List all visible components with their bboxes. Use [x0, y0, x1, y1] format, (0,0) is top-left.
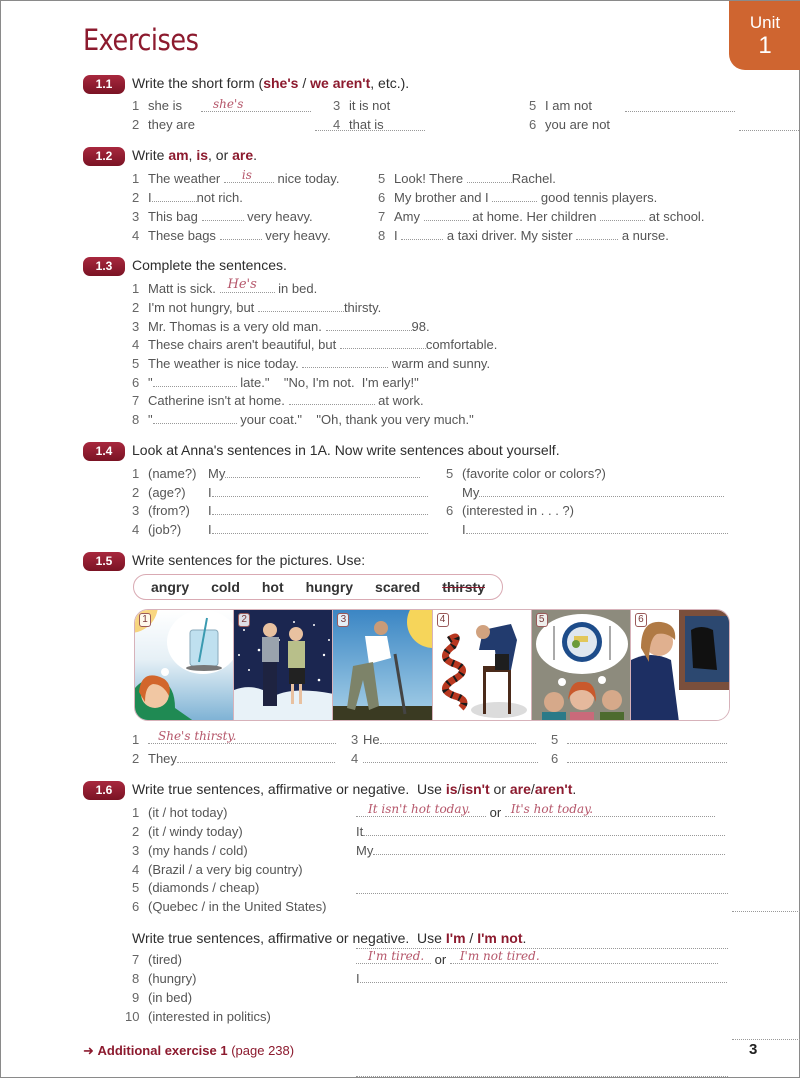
- line-start: I: [208, 485, 212, 500]
- instruction-text: , etc.).: [370, 75, 410, 91]
- instruction-bold: aren't: [534, 781, 573, 797]
- ex-1-4-item-6: [446, 503, 574, 518]
- item-prompt: (interested in politics): [148, 1009, 271, 1024]
- exercise-1-6-part2-instruction: [132, 930, 526, 946]
- answer-line[interactable]: [152, 191, 197, 202]
- unit-number: 1: [758, 32, 772, 59]
- page-title: Exercises: [83, 23, 199, 57]
- ex-1-3-item-3: [132, 319, 430, 334]
- item-number: 3: [351, 732, 359, 747]
- answer-line[interactable]: [600, 210, 645, 221]
- item-number: 1: [132, 98, 140, 113]
- answer-line[interactable]: [576, 229, 618, 240]
- item-number: 4: [333, 117, 341, 132]
- picture-1-thirsty-woman: [135, 610, 234, 720]
- instruction-text: Write: [132, 147, 169, 163]
- instruction-text: .: [572, 781, 577, 797]
- item-prompt: (favorite color or colors?): [462, 466, 606, 481]
- exercise-badge-1-6: 1.6: [83, 781, 125, 800]
- answer-line[interactable]: [739, 120, 800, 131]
- ex-1-4-line-2: [208, 485, 428, 500]
- item-number: 6: [132, 899, 140, 914]
- answer-text: she's: [213, 97, 244, 111]
- item-number: 2: [132, 117, 140, 132]
- item-number: 4: [132, 522, 140, 537]
- answer-line[interactable]: [225, 467, 420, 478]
- item-number: 3: [132, 843, 140, 858]
- ex-1-4-line-4: [208, 522, 428, 537]
- answer-line[interactable]: [363, 825, 725, 836]
- item-text: Catherine isn't at home.: [148, 393, 285, 408]
- answer-line[interactable]: [177, 752, 335, 763]
- link-label: Additional exercise 1: [97, 1043, 228, 1058]
- ex-1-4-line-6: [462, 522, 728, 537]
- exercise-1-2-instruction: [132, 147, 257, 163]
- instruction-text: Write true sentences, affirmative or negative. Use: [132, 930, 446, 946]
- ex-1-4-line-3: [208, 503, 428, 518]
- item-prompt: (from?): [148, 503, 190, 518]
- item-number: 6: [529, 117, 537, 132]
- answer-line[interactable]: [356, 883, 728, 894]
- item-number: 9: [132, 990, 140, 1005]
- ex-1-6-item-6: [132, 899, 326, 914]
- item-prompt: (name?): [148, 466, 197, 481]
- answer-line[interactable]: [380, 733, 536, 744]
- item-prompt: (age?): [148, 485, 186, 500]
- exercise-badge-1-4: 1.4: [83, 442, 125, 461]
- instruction-bold: are: [232, 147, 254, 163]
- picture-number: 5: [536, 613, 548, 627]
- instruction-bold: is: [445, 781, 458, 797]
- item-prompt: (hungry): [148, 971, 197, 986]
- item-prompt: (job?): [148, 522, 182, 537]
- ex-1-3-item-5: [132, 356, 490, 371]
- item-text: you are not: [545, 117, 611, 132]
- answer-line[interactable]: [148, 729, 336, 744]
- ex-1-6-item-8: [132, 971, 196, 986]
- item-text: Mr. Thomas is a very old man.: [148, 319, 322, 334]
- ex-1-6-item-4: [132, 862, 303, 877]
- answer-line[interactable]: [363, 752, 538, 763]
- picture-5-hungry-kids: [532, 610, 631, 720]
- cold-people-illustration: [234, 610, 333, 720]
- picture-4-scared-man-snake: [433, 610, 532, 720]
- item-text: My brother and I: [394, 190, 489, 205]
- item-number: 2: [132, 751, 140, 766]
- line-start: My: [462, 485, 480, 500]
- item-text: a taxi driver. My sister: [446, 228, 573, 243]
- ex-1-6-item-9: [132, 990, 192, 1005]
- exercise-badge-1-2: 1.2: [83, 147, 125, 166]
- ex-1-6-item-7: [132, 952, 182, 967]
- answer-line[interactable]: [492, 191, 537, 202]
- answer-line[interactable]: [340, 338, 426, 349]
- unit-label: Unit: [749, 13, 781, 32]
- answer-line[interactable]: [567, 733, 727, 744]
- answer-line[interactable]: [625, 101, 735, 112]
- instruction-bold: I'm: [445, 930, 466, 946]
- item-number: 6: [446, 503, 454, 518]
- picture-number: 4: [437, 613, 449, 627]
- item-prompt: (Quebec / in the United States): [148, 899, 327, 914]
- instruction-bold: I'm not: [477, 930, 523, 946]
- instruction-text: ,: [188, 147, 197, 163]
- ex-1-2-item-5: [378, 171, 556, 186]
- or-label: or: [489, 805, 502, 820]
- item-text: thirsty.: [343, 300, 382, 315]
- item-text: ": [148, 412, 153, 427]
- answer-text: He's: [227, 277, 257, 292]
- answer-text: It's hot today.: [510, 802, 594, 816]
- item-text: at home. Her children: [472, 209, 597, 224]
- ex-1-4-item-5: [446, 466, 606, 481]
- item-number: 5: [132, 356, 140, 371]
- instruction-bold: are: [509, 781, 531, 797]
- word-hot: hot: [261, 579, 284, 595]
- line-start: It: [356, 824, 364, 839]
- item-text: comfortable.: [425, 337, 498, 352]
- item-number: 3: [132, 503, 140, 518]
- ex-1-2-item-4: [132, 228, 331, 243]
- item-number: 7: [132, 952, 140, 967]
- answer-line[interactable]: [732, 901, 800, 912]
- instruction-text: .: [253, 147, 258, 163]
- ex-1-3-item-8: [132, 412, 474, 427]
- line-start: I: [208, 522, 212, 537]
- answer-line[interactable]: [224, 168, 274, 183]
- item-text: not rich.: [196, 190, 243, 205]
- answer-line[interactable]: [153, 376, 237, 387]
- exercise-badge-1-5: 1.5: [83, 552, 125, 571]
- answer-text: She's thirsty.: [158, 729, 237, 743]
- word-hungry: hungry: [305, 579, 354, 595]
- item-number: 2: [132, 485, 140, 500]
- ex-1-4-line-1: [208, 466, 420, 481]
- exercise-1-6-instruction: [132, 781, 576, 797]
- answer-line[interactable]: [356, 802, 486, 817]
- item-number: 7: [378, 209, 386, 224]
- exercise-1-3-instruction: Complete the sentences.: [132, 257, 287, 273]
- picture-3-hot-man: [333, 610, 432, 720]
- ex-1-2-item-2: [132, 190, 243, 205]
- ex-1-4-item-1: [132, 466, 196, 481]
- item-text: These chairs aren't beautiful, but: [148, 337, 337, 352]
- ex-1-4-item-3: [132, 503, 190, 518]
- answer-line[interactable]: [153, 413, 237, 424]
- exercise-1-1-instruction: [132, 75, 409, 91]
- item-text: nice today.: [277, 171, 340, 186]
- picture-number: 6: [635, 613, 647, 627]
- item-prompt: (interested in . . . ?): [462, 503, 574, 518]
- item-number: 5: [551, 732, 559, 747]
- item-prompt: (in bed): [148, 990, 193, 1005]
- line-start: He: [363, 732, 380, 747]
- word-cold: cold: [211, 579, 240, 595]
- item-text: very heavy.: [247, 209, 313, 224]
- ex-1-6-item-10: [125, 1009, 271, 1024]
- item-text: very heavy.: [265, 228, 331, 243]
- item-prompt: (tired): [148, 952, 182, 967]
- hot-man-illustration: [333, 610, 432, 720]
- instruction-text: /: [465, 930, 478, 946]
- word-box: [133, 574, 503, 600]
- instruction-bold: is: [196, 147, 209, 163]
- item-text: a nurse.: [621, 228, 669, 243]
- answer-line[interactable]: [326, 320, 412, 331]
- item-text: they are: [148, 117, 195, 132]
- item-text: 98.: [411, 319, 430, 334]
- instruction-text: .: [522, 930, 527, 946]
- answer-text: It isn't hot today.: [368, 802, 471, 816]
- ex-1-5-answer-1: [132, 729, 336, 747]
- item-text: late." "No, I'm not. I'm early!": [240, 375, 419, 390]
- line-start: I: [208, 503, 212, 518]
- item-text: your coat." "Oh, thank you very much.": [240, 412, 474, 427]
- item-text: ": [148, 375, 153, 390]
- instruction-text: Write the short form (: [132, 75, 264, 91]
- ex-1-4-line-5: [462, 485, 724, 500]
- item-text: The weather is nice today.: [148, 356, 299, 371]
- item-prompt: (it / windy today): [148, 824, 243, 839]
- item-prompt: (my hands / cold): [148, 843, 248, 858]
- exercise-badge-1-3: 1.3: [83, 257, 125, 276]
- ex-1-3-item-6: [132, 375, 419, 390]
- ex-1-3-item-7: [132, 393, 424, 408]
- picture-2-cold-people: [234, 610, 333, 720]
- ex-1-6-item-2: [132, 824, 243, 839]
- item-number: 8: [132, 412, 140, 427]
- ex-1-6-item-1: [132, 805, 227, 820]
- ex-1-6-line-2: [356, 824, 725, 839]
- instruction-text: /: [530, 781, 535, 797]
- answer-line[interactable]: [356, 1066, 728, 1077]
- item-number: 4: [351, 751, 359, 766]
- item-number: 3: [132, 209, 140, 224]
- answer-line[interactable]: [289, 394, 375, 405]
- ex-1-6-item-5: [132, 880, 259, 895]
- ex-1-6-line-1: [356, 802, 715, 820]
- item-number: 1: [132, 171, 140, 186]
- ex-1-5-answer-5: [551, 732, 727, 747]
- item-number: 5: [446, 466, 454, 481]
- or-label: or: [434, 952, 447, 967]
- item-number: 6: [378, 190, 386, 205]
- ex-1-2-item-3: [132, 209, 313, 224]
- picture-strip: [134, 609, 730, 721]
- item-text: I: [148, 190, 152, 205]
- ex-1-1-item-6: [529, 117, 610, 132]
- item-number: 2: [132, 190, 140, 205]
- answer-line[interactable]: [220, 229, 262, 240]
- item-number: 5: [132, 880, 140, 895]
- picture-number: 3: [337, 613, 349, 627]
- exercise-1-5-instruction: Write sentences for the pictures. Use:: [132, 552, 366, 568]
- answer-line[interactable]: [212, 523, 428, 534]
- word-angry: angry: [150, 579, 190, 595]
- ex-1-5-answer-3: [351, 732, 536, 747]
- page-number: 3: [749, 1041, 758, 1058]
- ex-1-1-item-1: [132, 98, 182, 113]
- ex-1-2-item-7: [378, 209, 704, 224]
- line-start: My: [208, 466, 226, 481]
- ex-1-1-item-4: [333, 117, 384, 132]
- item-number: 6: [132, 375, 140, 390]
- picture-number: 2: [238, 613, 250, 627]
- item-text: The weather: [148, 171, 221, 186]
- answer-line[interactable]: [450, 949, 718, 964]
- line-start: I: [462, 522, 466, 537]
- ex-1-3-item-1: [132, 277, 318, 296]
- answer-line[interactable]: [373, 844, 725, 855]
- arrow-right-icon: ➜: [83, 1043, 94, 1058]
- instruction-text: /: [298, 75, 311, 91]
- instruction-text: Write true sentences, affirmative or negative. Use: [132, 781, 446, 797]
- answer-text: I'm tired.: [368, 949, 425, 963]
- answer-line[interactable]: [302, 357, 388, 368]
- answer-line[interactable]: [732, 1029, 800, 1040]
- ex-1-4-item-2: [132, 485, 186, 500]
- answer-line[interactable]: [466, 523, 728, 534]
- item-number: 8: [378, 228, 386, 243]
- item-text: Amy: [394, 209, 420, 224]
- picture-6-angry-woman: [631, 610, 729, 720]
- ex-1-3-item-2: [132, 300, 381, 315]
- item-text: I'm not hungry, but: [148, 300, 255, 315]
- item-number: 4: [132, 337, 140, 352]
- item-text: Rachel.: [511, 171, 556, 186]
- answer-line[interactable]: [356, 949, 431, 964]
- answer-line[interactable]: [212, 504, 428, 515]
- ex-1-1-item-2: [132, 117, 195, 132]
- item-number: 1: [132, 805, 140, 820]
- link-page: (page 238): [231, 1043, 295, 1058]
- word-thirsty-struck: thirsty: [442, 579, 485, 595]
- item-text: at school.: [648, 209, 705, 224]
- item-text: good tennis players.: [540, 190, 658, 205]
- ex-1-1-item-5: [529, 98, 592, 113]
- exercise-badge-1-1: 1.1: [83, 75, 125, 94]
- item-number: 1: [132, 732, 140, 747]
- answer-line[interactable]: [467, 172, 512, 183]
- item-prompt: (it / hot today): [148, 805, 228, 820]
- answer-text: is: [241, 168, 252, 182]
- item-number: 5: [378, 171, 386, 186]
- item-number: 7: [132, 393, 140, 408]
- item-number: 3: [333, 98, 341, 113]
- item-text: in bed.: [278, 281, 318, 296]
- exercise-1-4-instruction: Look at Anna's sentences in 1A. Now write sentences about yourself.: [132, 442, 560, 458]
- answer-text: I'm not tired.: [459, 949, 540, 963]
- item-text: I am not: [545, 98, 592, 113]
- item-text: it is not: [349, 98, 391, 113]
- item-text: I: [394, 228, 398, 243]
- answer-line[interactable]: [424, 210, 469, 221]
- ex-1-6-item-3: [132, 843, 248, 858]
- ex-1-5-answer-2: [132, 751, 335, 766]
- instruction-bold: am: [168, 147, 189, 163]
- item-text: Matt is sick.: [148, 281, 216, 296]
- answer-line[interactable]: [479, 486, 724, 497]
- item-number: 4: [132, 228, 140, 243]
- item-text: at work.: [378, 393, 424, 408]
- line-start: I: [356, 971, 360, 986]
- item-text: warm and sunny.: [392, 356, 491, 371]
- answer-line[interactable]: [201, 97, 311, 112]
- instruction-bold: we aren't: [310, 75, 371, 91]
- line-start: My: [356, 843, 374, 858]
- answer-line[interactable]: [360, 972, 727, 983]
- item-prompt: (diamonds / cheap): [148, 880, 260, 895]
- word-scared: scared: [375, 579, 421, 595]
- item-number: 6: [551, 751, 559, 766]
- ex-1-2-item-6: [378, 190, 657, 205]
- item-text: This bag: [148, 209, 198, 224]
- ex-1-2-item-1: [132, 168, 340, 186]
- item-number: 3: [132, 319, 140, 334]
- instruction-text: or: [489, 781, 510, 797]
- instruction-text: /: [457, 781, 462, 797]
- ex-1-6-line-8: [356, 971, 727, 986]
- unit-tab: [729, 1, 800, 70]
- item-number: 1: [132, 466, 140, 481]
- item-number: 10: [125, 1009, 140, 1024]
- item-text: These bags: [148, 228, 216, 243]
- answer-line[interactable]: [258, 301, 344, 312]
- ex-1-4-item-4: [132, 522, 181, 537]
- instruction-text: , or: [208, 147, 233, 163]
- item-number: 4: [132, 862, 140, 877]
- instruction-bold: isn't: [461, 781, 490, 797]
- answer-line[interactable]: [401, 229, 443, 240]
- ex-1-5-answer-4: [351, 751, 538, 766]
- ex-1-5-answer-6: [551, 751, 727, 766]
- ex-1-1-item-3: [333, 98, 390, 113]
- item-number: 5: [529, 98, 537, 113]
- item-number: 1: [132, 281, 140, 296]
- additional-exercise-link[interactable]: [83, 1043, 294, 1059]
- instruction-bold: she's: [263, 75, 299, 91]
- answer-line[interactable]: [505, 802, 715, 817]
- item-number: 8: [132, 971, 140, 986]
- answer-line[interactable]: [220, 277, 275, 293]
- item-text: Look! There: [394, 171, 464, 186]
- thirsty-woman-illustration: [135, 610, 234, 720]
- ex-1-6-line-7: [356, 949, 718, 967]
- answer-line[interactable]: [567, 752, 727, 763]
- item-number: 2: [132, 300, 140, 315]
- item-text: she is: [148, 98, 182, 113]
- item-text: that is: [349, 117, 384, 132]
- item-number: 2: [132, 824, 140, 839]
- ex-1-6-line-3: [356, 843, 725, 858]
- line-start: They: [148, 751, 177, 766]
- answer-line[interactable]: [212, 486, 428, 497]
- ex-1-3-item-4: [132, 337, 497, 352]
- ex-1-2-item-8: [378, 228, 669, 243]
- answer-line[interactable]: [202, 210, 244, 221]
- picture-number: 1: [139, 613, 151, 627]
- item-prompt: (Brazil / a very big country): [148, 862, 303, 877]
